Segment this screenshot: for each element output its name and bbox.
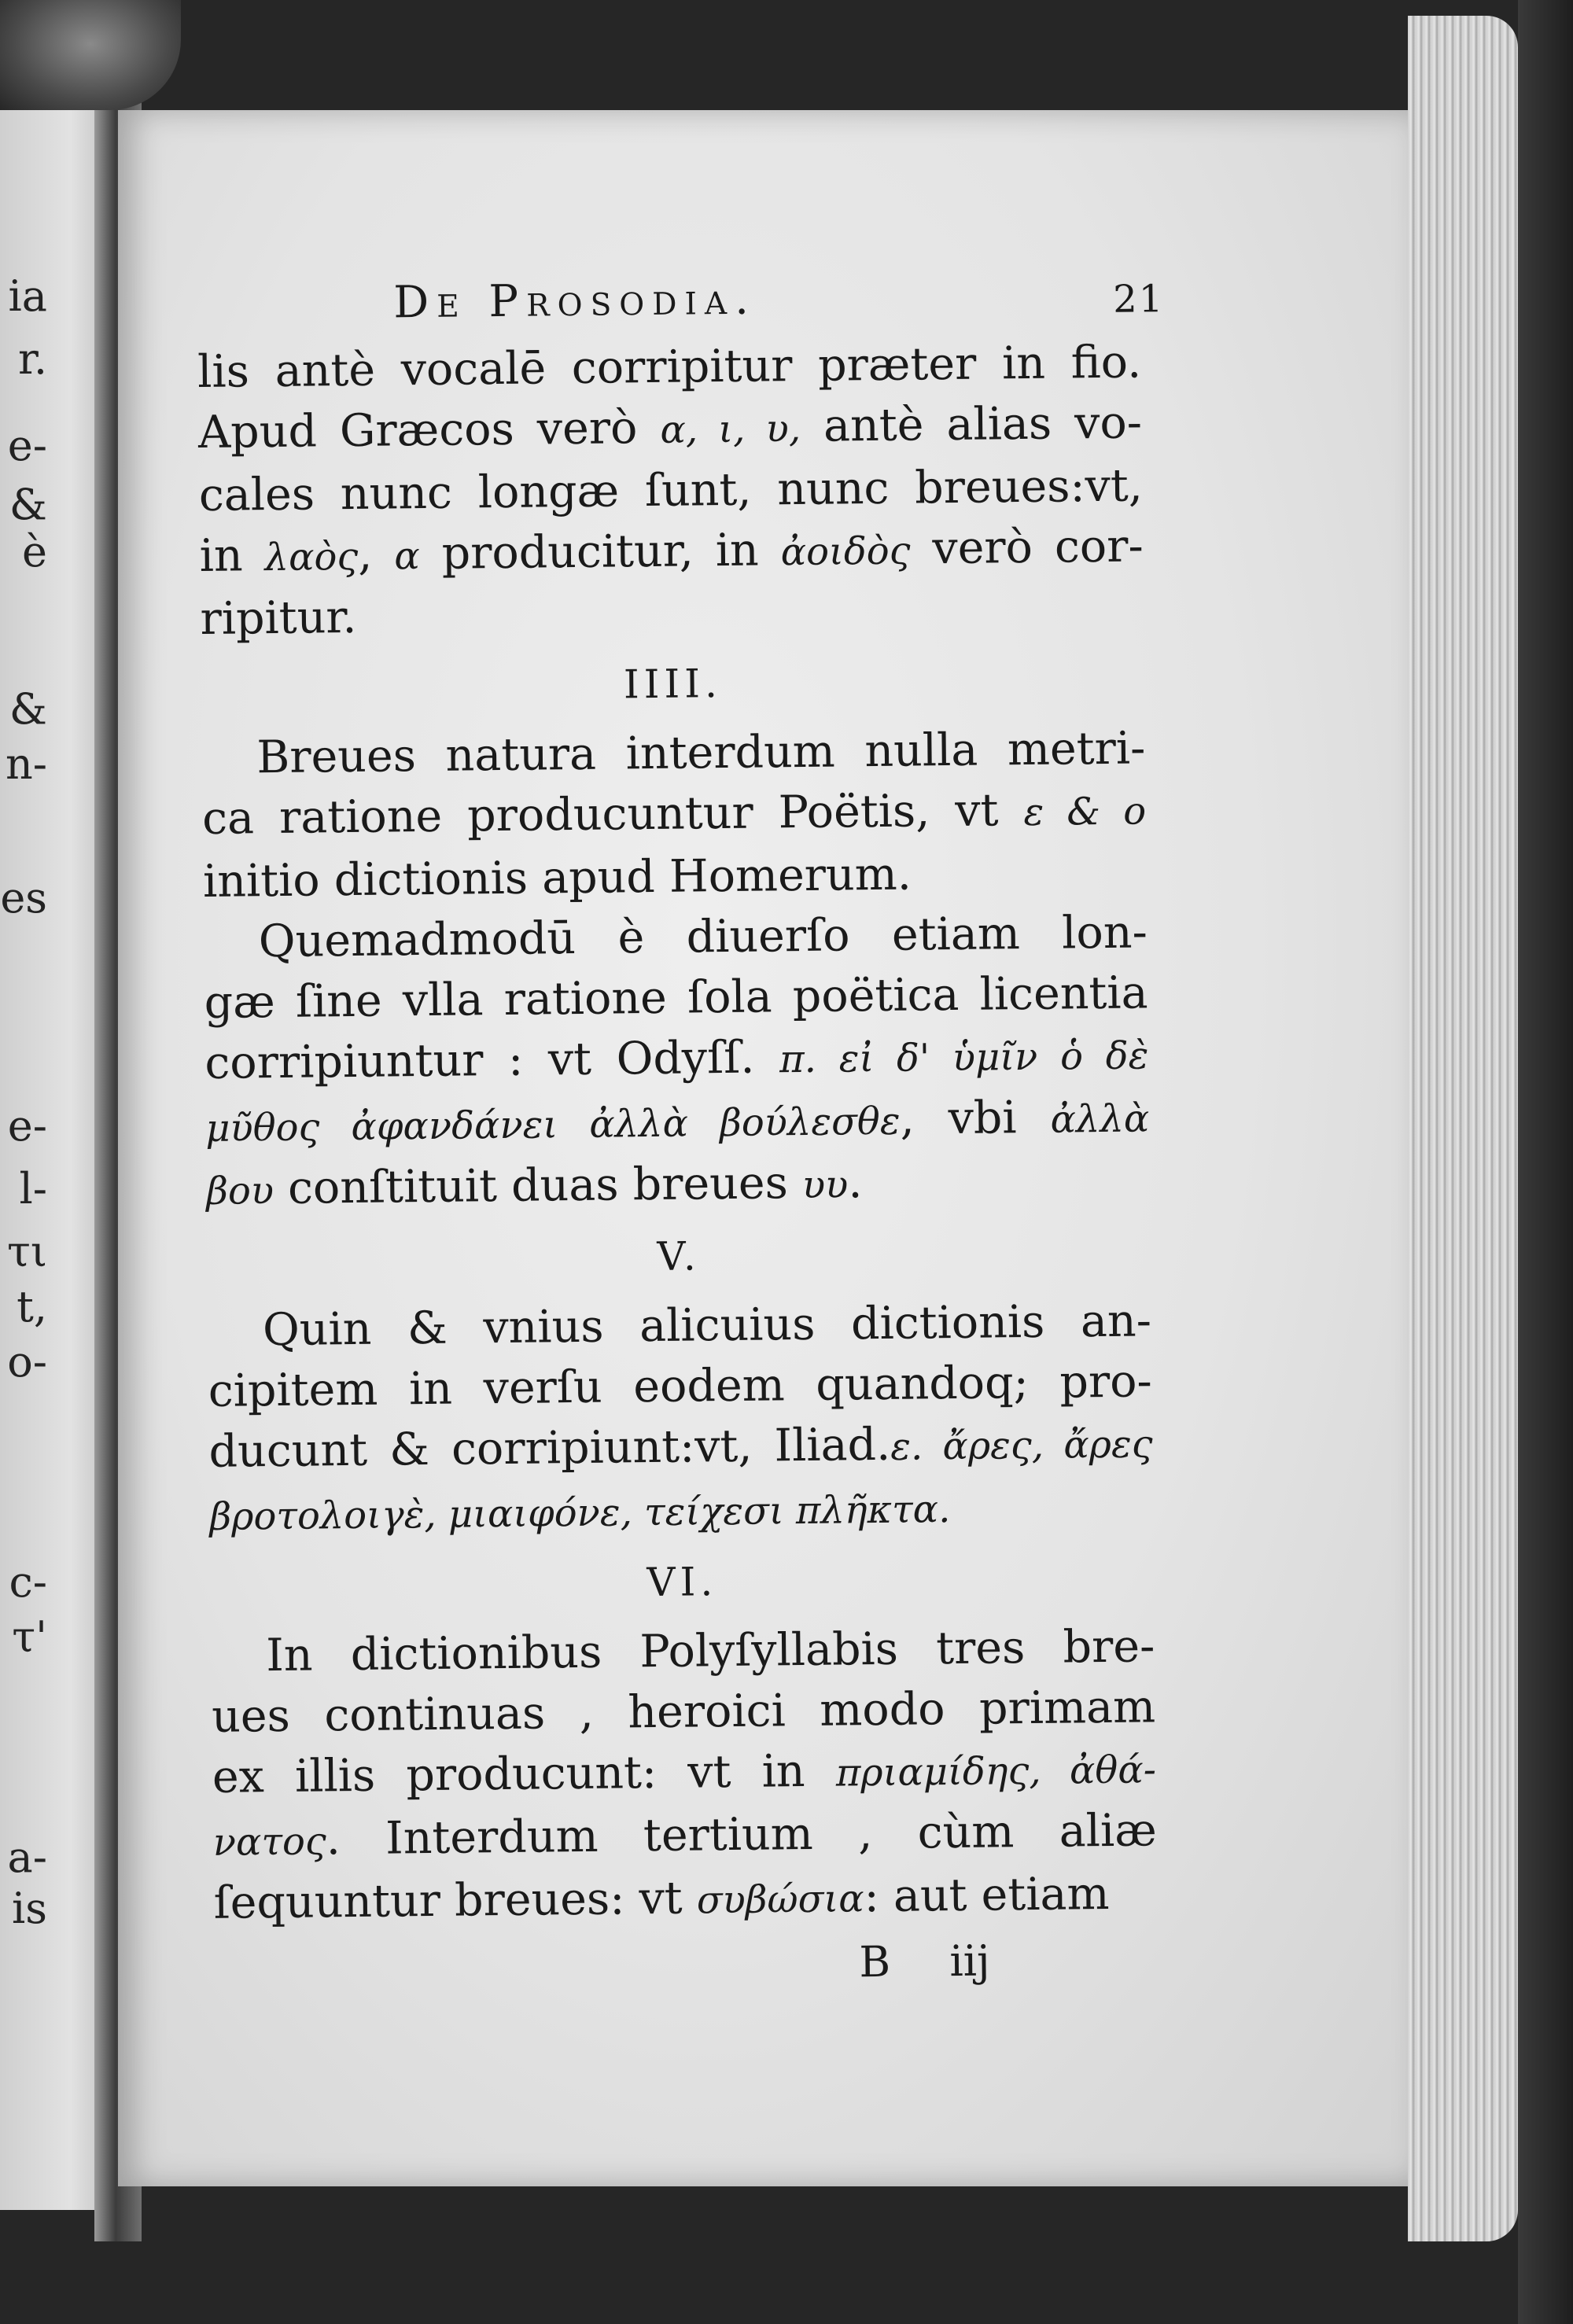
section-5-body [208,1291,1154,1548]
latin-text: Breues natura interdum nulla metri- [256,722,1146,784]
latin-text: antè alias vo- [800,396,1143,452]
text-line [199,516,1144,589]
signature-letter: B [859,1936,891,1987]
intro-paragraph [197,332,1144,650]
previous-page-fragment: τι [6,1227,47,1276]
latin-text: verò cor- [910,520,1144,575]
latin-text: Quin & vnius alicuius dictionis an- [262,1295,1152,1357]
section-number: VI. [647,1559,718,1606]
page-text-block [197,269,1165,2006]
latin-text: ducunt & corripiunt:vt, Iliad. [208,1418,891,1478]
greek-text: συβώσια [696,1877,864,1923]
latin-text: ex illis producunt: vt in [212,1744,837,1803]
text-line [198,455,1143,526]
text-line [208,1351,1152,1422]
latin-text: , [357,528,395,580]
greek-text: α [394,534,421,579]
latin-text: ripitur. [200,591,357,645]
text-line [206,1149,1151,1222]
text-line [213,1863,1158,1936]
greek-text: λαὸς [264,534,359,580]
previous-page-fragment: & [9,684,47,734]
section-number: V. [657,1233,701,1280]
latin-text: In dictionibus Polyſyllabis tres bre- [265,1620,1155,1682]
running-head [197,269,1165,342]
section-4-body [201,718,1151,1222]
text-line [205,1086,1150,1159]
latin-text: Apud Græcos verò [197,401,661,459]
text-line [212,1800,1157,1873]
book-cover-edge [1518,0,1573,2324]
previous-page-fragment: o- [7,1337,47,1387]
text-line [204,963,1148,1033]
previous-page-fragment: τ' [12,1612,47,1662]
previous-page-fragment: ia [8,271,47,321]
greek-text: νατος [212,1819,327,1865]
latin-text: conſtituit duas breues [273,1157,803,1215]
text-line [201,718,1146,789]
previous-page-fragment: c- [9,1557,47,1607]
latin-text: in [199,529,265,582]
latin-text: . Interdum tertium , cùm aliæ [326,1804,1158,1865]
running-head-title: De Prosodia. [392,273,757,329]
greek-text: βου [205,1169,274,1214]
text-line [204,1023,1149,1096]
text-line [208,1412,1153,1485]
latin-text: lis antè vocalē corripitur præter in fio. [197,336,1142,398]
text-line [203,842,1148,912]
latin-text: producitur, in [419,524,782,580]
latin-text: ca ratione producuntur Poëtis, vt [201,784,1024,845]
previous-page-fragment: n- [5,739,47,789]
greek-text: ε. ἄρες, ἄρες [890,1422,1153,1469]
greek-text: ἀοιδὸς [780,529,911,575]
greek-text: βροτολοιγὲ, μιαιφόνε, τείχεσι πλῆκτα. [209,1487,951,1539]
latin-text: initio dictionis apud Homerum. [202,848,912,908]
text-line [212,1677,1156,1748]
previous-page-fragment: r. [17,334,47,384]
latin-text: , vbi [900,1091,1051,1145]
greek-text: π. εἰ δ' ὑμῖν ὁ δὲ [779,1033,1149,1082]
previous-page-fragment: l- [19,1164,47,1214]
page-number: 21 [1112,277,1165,322]
latin-text: gæ ſine vlla ratione ſola poëtica licentia [204,967,1148,1029]
text-line [198,392,1143,466]
latin-text: cales nunc longæ ſunt, nunc breues:vt, [198,459,1144,521]
greek-text: υυ [801,1162,849,1207]
text-line [200,579,1144,650]
previous-page-fragment: & [9,480,47,529]
previous-page-fragment: e- [7,421,47,470]
latin-text: cipitem in verſu eodem quandoq; pro- [208,1355,1153,1417]
previous-page-fragment: is [12,1884,47,1933]
section-6-body [211,1616,1158,1936]
previous-page-fragment: a- [7,1832,47,1882]
previous-page-fragment: e- [7,1101,47,1151]
signature-mark [214,1926,1159,2007]
greek-text: ἀλλὰ [1050,1096,1150,1142]
previous-page-fragment: t, [17,1282,47,1331]
latin-text: ſequuntur breues: vt [213,1872,698,1929]
text-line [208,1291,1152,1361]
text-line [211,1616,1155,1687]
latin-text: . [847,1156,863,1209]
greek-text: πριαμίδης, ἀθά- [835,1748,1157,1795]
text-line [203,902,1148,973]
text-line [212,1737,1157,1810]
previous-page-fragment: es [0,873,47,923]
previous-page-fragment: è [22,527,47,576]
section-number: IIII. [623,661,723,708]
greek-text: μῦθος ἀφανδάνει ἀλλὰ βούλεσθε [205,1099,901,1151]
text-line [202,779,1147,852]
text-line [209,1475,1154,1548]
latin-text: Quemadmodū è diuerſo etiam lon- [258,906,1148,968]
page-edges [1408,16,1518,2241]
signature-number: iij [949,1935,991,1987]
greek-text: α, ι, υ, [660,406,801,452]
latin-text: corripiuntur : vt Odyſſ. [204,1031,780,1089]
latin-text: ues continuas , heroici modo primam [211,1681,1156,1743]
latin-text: : aut etiam [864,1867,1110,1923]
binding-tie [0,0,181,110]
greek-text: ε & ο [1023,789,1147,835]
text-line [197,332,1142,403]
